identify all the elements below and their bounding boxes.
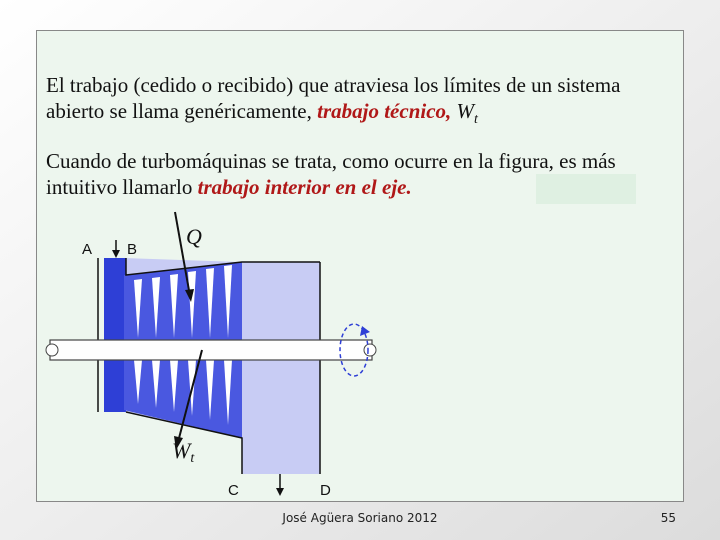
label-a: A — [82, 241, 93, 258]
inlet-column — [104, 258, 126, 412]
work-label-main: W — [172, 438, 191, 463]
paragraph2-highlight: trabajo interior en el eje. — [197, 175, 412, 199]
shaft-end-left — [46, 344, 58, 356]
paragraph1-text: El trabajo (cedido o recibido) que atraviesa los límites de un sistema abierto se llama genéricamente, — [46, 73, 621, 123]
work-label — [172, 438, 194, 464]
work-label-subscript: t — [190, 451, 195, 466]
label-c: C — [228, 482, 239, 499]
label-d: D — [320, 482, 331, 499]
paragraph1-highlight: trabajo técnico, — [317, 99, 452, 123]
shaft — [50, 340, 372, 360]
page-number: 55 — [660, 511, 676, 525]
label-b: B — [127, 241, 138, 258]
paragraph2-text: Cuando de turbomáquinas se trata, como ocurre en la figura, es más intuitivo llamarlo — [46, 149, 616, 199]
footer-author: José Agüera Soriano 2012 — [282, 511, 438, 525]
rotation-arrowhead — [360, 326, 370, 336]
work-symbol: W — [456, 99, 475, 123]
shaft-end-right — [364, 344, 376, 356]
outlet-pipe — [242, 438, 320, 474]
work-subscript: t — [474, 112, 478, 127]
heat-label: Q — [186, 224, 202, 249]
